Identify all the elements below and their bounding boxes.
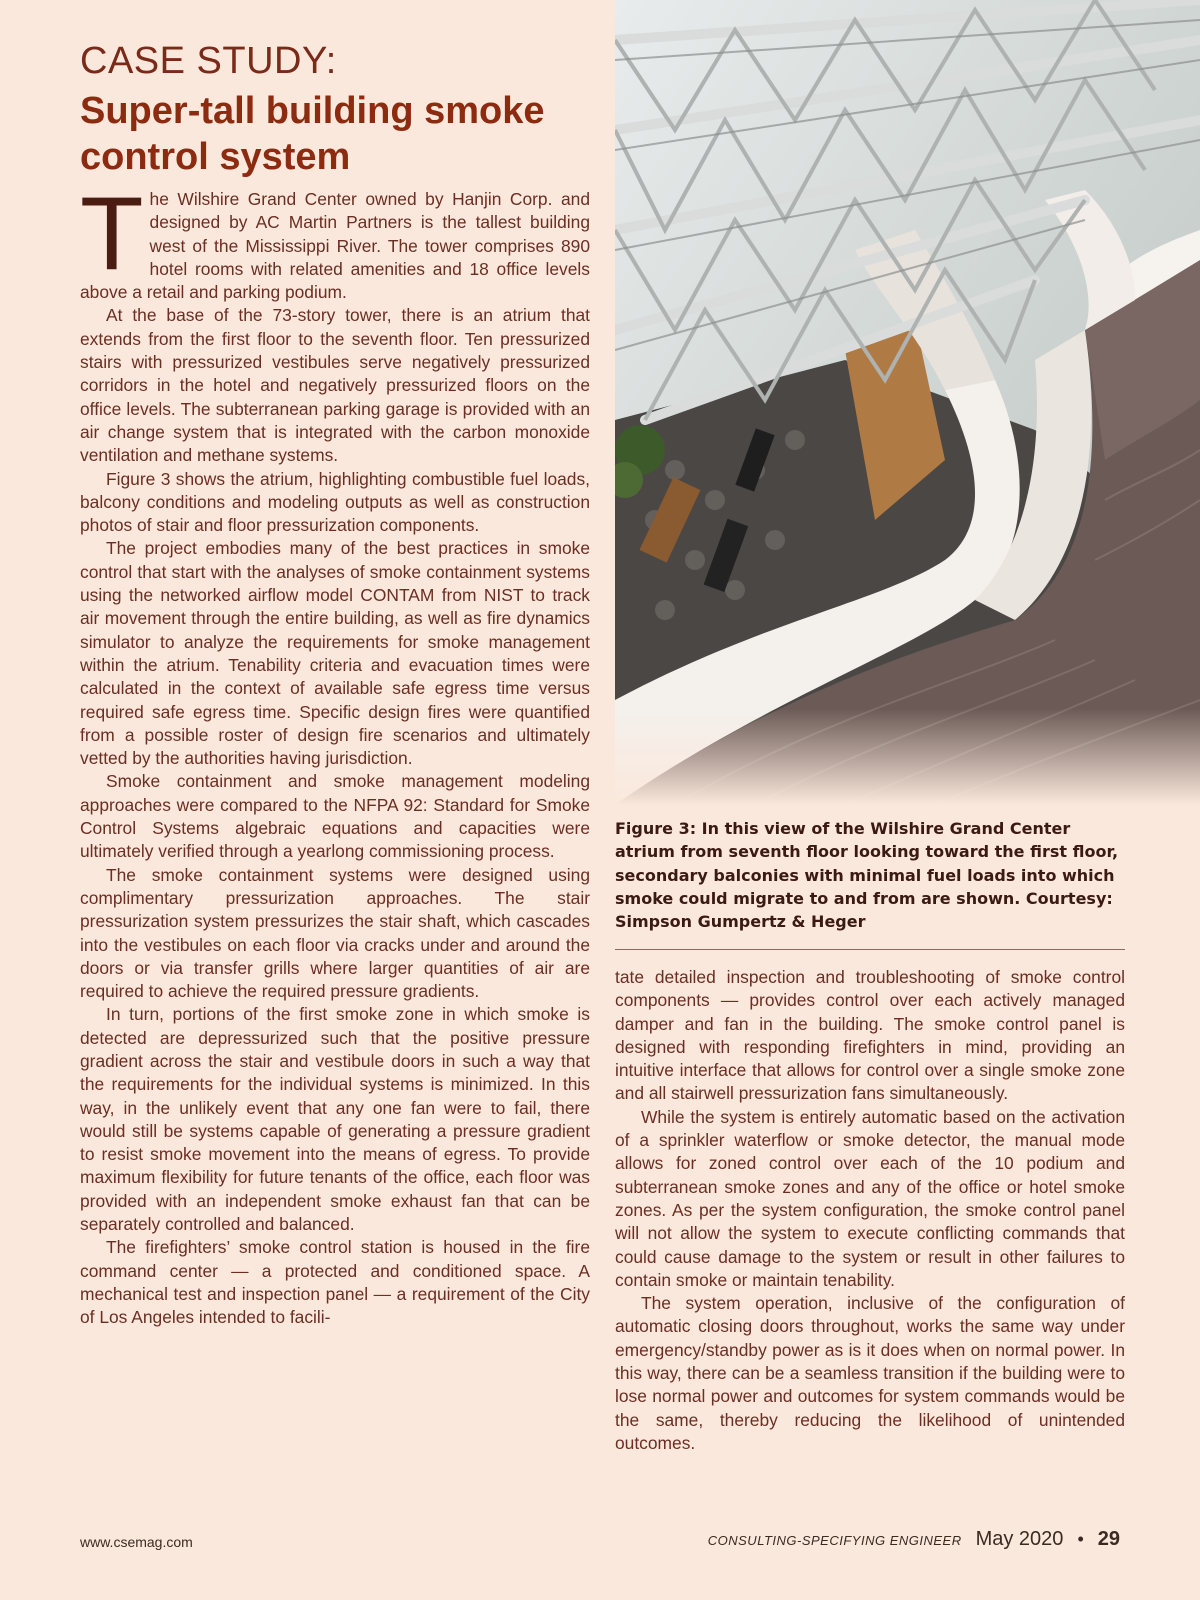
paragraph-2: At the base of the 73-story tower, there is an atrium that extends from the first floor to the seventh floor. Ten pressurized stairs with pressurized vestibules serve negatively pressurized corridors in the hotel and negatively pressurized floors on the office levels. The subterranean parking garage is provided with an air change system that is integrated with the carbon monoxide ventilation and methane systems. [80,305,590,466]
atrium-photo [615,0,1200,805]
paragraph-4: The project embodies many of the best practices in smoke control that start with the analyses of smoke containment systems using the networked airflow model CONTAM from NIST to track air movement through the entire building, as well as fire dynamics simulator to analyze the requirements for smoke management within the atrium. Tenability criteria and evacuation times were calculated in the context of available safe egress time versus required safe egress time. Specific design fires were quantified from a possible roster of design fire scenarios and ultimately vetted by the authorities having jurisdiction. [80,538,590,769]
paragraph-8: The firefighters’ smoke control station is housed in the fire command center — a protected and conditioned space. A mechanical test and inspection panel — a requirement of the City of Los Angeles intended to facili- [80,1237,590,1328]
issue-date: May 2020 [975,1528,1064,1550]
magazine-name: CONSULTING-SPECIFYING ENGINEER [707,1533,962,1548]
paragraph-5: Smoke containment and smoke management modeling approaches were compared to the NFPA 92: Standard for Smoke Control Systems algebraic equations and capacities were ultimately verified through a yearlong commissioning process. [80,771,590,862]
caption-divider [615,949,1125,950]
paragraph-3: Figure 3 shows the atrium, highlighting combustible fuel loads, balcony conditions and modeling outputs as well as construction photos of stair and floor pressurization components. [80,468,590,536]
paragraph-6: The smoke containment systems were designed using complimentary pressurization approaches. The stair pressurization system pressurizes the stair shaft, which cascades into the vestibules on each floor via cracks under and around the doors or via transfer grills where larger quantities of air are required to achieve the required pressure gradients. [80,864,590,1002]
footer-url: www.csemag.com [80,1534,193,1550]
footer-folio [708,1528,1120,1551]
paragraph-7: In turn, portions of the first smoke zone in which smoke is detected are depressurized such that the positive pressure gradient across the stair and vestibule doors in such a way that the requirements for the individual systems is minimized. In this way, in the unlikely event that any one fan were to fail, there would still be systems capable of generating a pressure gradient to resist smoke movement into the means of egress. To provide maximum flexibility for future tenants of the office, each floor was provided with an independent smoke exhaust fan that can be separately controlled and balanced. [80,1004,590,1235]
paragraph-9: tate detailed inspection and troubleshooting of smoke control components — provides control over each actively managed damper and fan in the building. The smoke control panel is designed with responding firefighters in mind, providing an intuitive interface that allows for control over a single smoke zone and all stairwell pressurization fans simultaneously. [615,967,1125,1104]
figure-caption: Figure 3: In this view of the Wilshire Grand Center atrium from seventh floor looking toward the first floor, secondary balconies with minimal fuel loads into which smoke could migrate to and from are shown. Courtesy: Simpson Gumpertz & Heger [615,819,1119,932]
article-headline: Super-tall building smoke control system [80,90,545,178]
article-column-right [615,966,1125,1455]
page-number: 29 [1097,1528,1120,1550]
paragraph-11: The system operation, inclusive of the configuration of automatic closing doors throughout, works the same way under emergency/standby power as is it does when on normal power. In this way, there can be a seamless transition if the building were to lose normal power and outcomes for system commands would be the same, thereby reducing the likelihood of unintended outcomes. [615,1293,1125,1453]
paragraph-1: The Wilshire Grand Center owned by Hanjin Corp. and designed by AC Martin Partners is the tallest building west of the Mississippi River. The tower comprises 890 hotel rooms with related amenities and 18 office levels above a retail and parking podium. [80,176,590,303]
section-kicker: CASE STUDY: [80,40,337,82]
footer-bullet: • [1077,1529,1084,1549]
article-column-left [80,176,590,1330]
paragraph-10: While the system is entirely automatic based on the activation of a sprinkler waterflow or smoke detector, the manual mode allows for zoned control over each of the 10 podium and subterranean smoke zones and any of the office or hotel smoke zones. As per the system configuration, the smoke control panel will not allow the system to execute conflicting commands that could cause damage to the system or result in other failures to contain smoke or maintain tenability. [615,1106,1125,1290]
drop-cap: T [80,176,144,292]
